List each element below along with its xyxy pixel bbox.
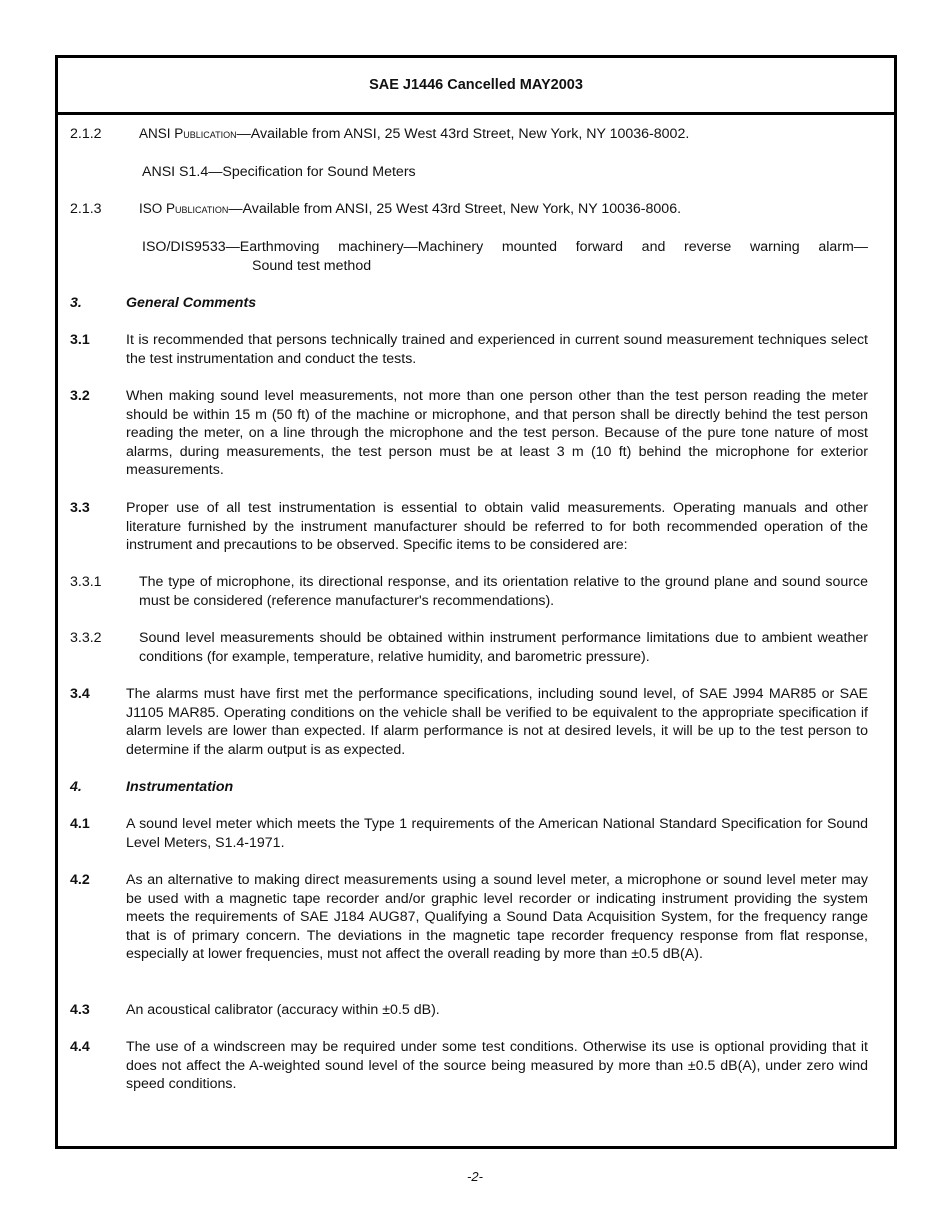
section-number: 3.	[70, 295, 82, 311]
section-4-heading	[70, 778, 868, 797]
publication-label: ANSI Publication	[139, 126, 237, 141]
paragraph-text: The alarms must have first met the performance specifications, including sound level, of SAE J994 MAR85 or SAE J1105 MAR85. Operating conditions on the vehicle shall be verified to be equivalent to the appropriate specification if alarm levels are lower than expected. If alarm performance is not at desired levels, it will be up to the test person to determine if the alarm output is as expected.	[126, 686, 868, 758]
paragraph-4-4	[70, 1038, 868, 1094]
paragraph-text: Sound level measurements should be obtained within instrument performance limitations due to ambient weather conditions (for example, temperature, relative humidity, and barometric pressure).	[139, 630, 868, 665]
paragraph-text: The use of a windscreen may be required under some test conditions. Otherwise its use is optional providing that it does not affect the A-weighted sound level of the source being measured by more than ±0.5 dB(A), under zero wind speed conditions.	[126, 1039, 868, 1093]
paragraph-text: An acoustical calibrator (accuracy within ±0.5 dB).	[126, 1002, 440, 1018]
section-title: General Comments	[126, 295, 257, 311]
paragraph-text: Proper use of all test instrumentation is essential to obtain valid measurements. Operating manuals and other literature furnished by the instrument manufacturer should be referred to for both recommended operation of the instrument and precautions to be observed. Specific items to be considered are:	[126, 500, 868, 554]
paragraph-number: 3.3.2	[70, 630, 102, 646]
paragraph-number: 3.3.1	[70, 574, 102, 590]
reference-ansi-s1-4: ANSI S1.4—Specification for Sound Meters	[142, 164, 416, 180]
paragraph-number: 3.1	[70, 332, 90, 348]
section-number: 2.1.3	[70, 201, 102, 217]
paragraph-4-3	[70, 1001, 868, 1020]
paragraph-text: A sound level meter which meets the Type 1 requirements of the American National Standard Specification for Sound Level Meters, S1.4-1971.	[126, 816, 868, 851]
paragraph-3-1	[70, 331, 868, 368]
reference-iso-dis9533-line1: ISO/DIS9533—Earthmoving machinery—Machinery mounted forward and reverse warning alarm—	[142, 239, 868, 255]
paragraph-number: 4.3	[70, 1002, 90, 1018]
section-2-1-3	[70, 200, 868, 219]
paragraph-4-2	[70, 871, 868, 964]
paragraph-3-3-1	[70, 573, 868, 610]
paragraph-3-4	[70, 685, 868, 759]
paragraph-3-2	[70, 387, 868, 480]
paragraph-number: 3.2	[70, 388, 90, 404]
page-frame	[55, 55, 897, 1149]
section-number: 2.1.2	[70, 126, 102, 142]
paragraph-number: 3.4	[70, 686, 90, 702]
document-header	[58, 58, 894, 115]
section-number: 4.	[70, 779, 82, 795]
paragraph-number: 4.2	[70, 872, 90, 888]
section-text: —Available from ANSI, 25 West 43rd Street, New York, NY 10036-8006.	[228, 201, 682, 217]
paragraph-text: When making sound level measurements, not more than one person other than the test person reading the meter should be within 15 m (50 ft) of the machine or microphone, and that person shall be directly behind the test person reading the meter, on a line through the microphone and the test person. Because of the pure tone nature of most alarms, during measurements, the test person must be at least 3 m (10 ft) behind the microphone for exterior measurements.	[126, 388, 868, 479]
section-3-heading	[70, 294, 868, 313]
paragraph-4-1	[70, 815, 868, 852]
section-text: —Available from ANSI, 25 West 43rd Street, New York, NY 10036-8002.	[236, 126, 690, 142]
paragraph-text: It is recommended that persons technically trained and experienced in current sound measurement techniques select the test instrumentation and conduct the tests.	[126, 332, 868, 367]
paragraph-number: 4.4	[70, 1039, 90, 1055]
publication-label: ISO Publication	[139, 201, 229, 216]
paragraph-text: The type of microphone, its directional response, and its orientation relative to the ground plane and sound source must be considered (reference manufacturer's recommendations).	[139, 574, 868, 609]
paragraph-text: As an alternative to making direct measurements using a sound level meter, a microphone or sound level meter may be used with a magnetic tape recorder and/or graphic level recorder or indicating instrument providing the system meets the requirements of SAE J184 AUG87, Qualifying a Sound Data Acquisition System, for the frequency range that is of primary concern. The deviations in the magnetic tape recorder frequency response from flat response, especially at lower frequencies, must not affect the overall reading by more than ±0.5 dB(A).	[126, 872, 868, 963]
header-title: SAE J1446 Cancelled MAY2003	[369, 77, 583, 93]
reference-iso-dis9533-line2: Sound test method	[252, 258, 372, 274]
paragraph-3-3	[70, 499, 868, 555]
paragraph-number: 3.3	[70, 500, 90, 516]
section-2-1-2	[70, 125, 868, 144]
page-number: -2-	[467, 1169, 483, 1184]
paragraph-3-3-2	[70, 629, 868, 666]
paragraph-number: 4.1	[70, 816, 90, 832]
section-title: Instrumentation	[126, 779, 234, 795]
